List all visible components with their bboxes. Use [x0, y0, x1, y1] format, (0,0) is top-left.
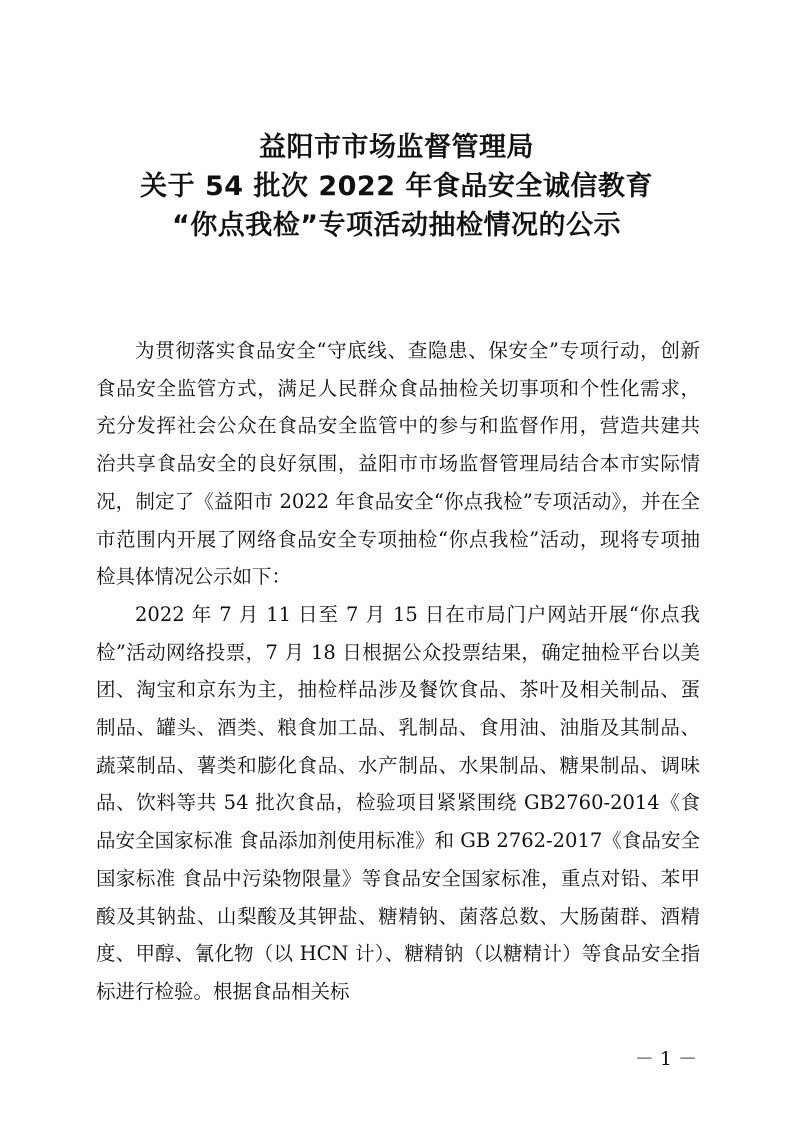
paragraph-intro: 为贯彻落实食品安全“守底线、查隐患、保安全”专项行动，创新食品安全监管方式，满足人民群众食品抽检关切事项和个性化需求，充分发挥社会公众在食品安全监管中的参与和监督作用，营造共建共治共享食品安全的良好氛围，益阳市市场监督管理局结合本市实际情况，制定了《益阳市 2022 年食品安全“你点我检”专项活动》，并在全市范围内开展了网络食品安全专项抽检“你点我检”活动，现将专项抽检具体情况公示如下： — [96, 339, 700, 589]
title-line-3: “你点我检”专项活动抽检情况的公示 — [172, 210, 621, 241]
page-number: － 1 － — [634, 1048, 697, 1070]
document-body — [96, 332, 700, 1011]
document-title — [0, 128, 793, 245]
paragraph-details: 2022 年 7 月 11 日至 7 月 15 日在市局门户网站开展“你点我检”活动网络投票，7 月 18 日根据公众投票结果，确定抽检平台以美团、淘宝和京东为主，抽检样品涉及餐饮食品、茶叶及相关制品、蛋制品、罐头、酒类、粮食加工品、乳制品、食用油、油脂及其制品、蔬菜制品、薯类和膨化食品、水产制品、水果制品、糖果制品、调味品、饮料等共 54 批次食品，检验项目紧紧围绕 GB2760-2014《食品安全国家标准 食品添加剂使用标准》和 GB 2762-2017《食品安全国家标准 食品中污染物限量》等食品安全国家标准，重点对铅、苯甲酸及其钠盐、山梨酸及其钾盐、糖精钠、菌落总数、大肠菌群、酒精度、甲醇、氰化物（以 HCN 计）、糖精钠（以糖精计）等食品安全指标进行检验。根据食品相关标 — [96, 602, 700, 1003]
title-line-2: 关于 54 批次 2022 年食品安全诚信教育 — [140, 171, 653, 202]
title-line-1: 益阳市市场监督管理局 — [259, 132, 534, 163]
